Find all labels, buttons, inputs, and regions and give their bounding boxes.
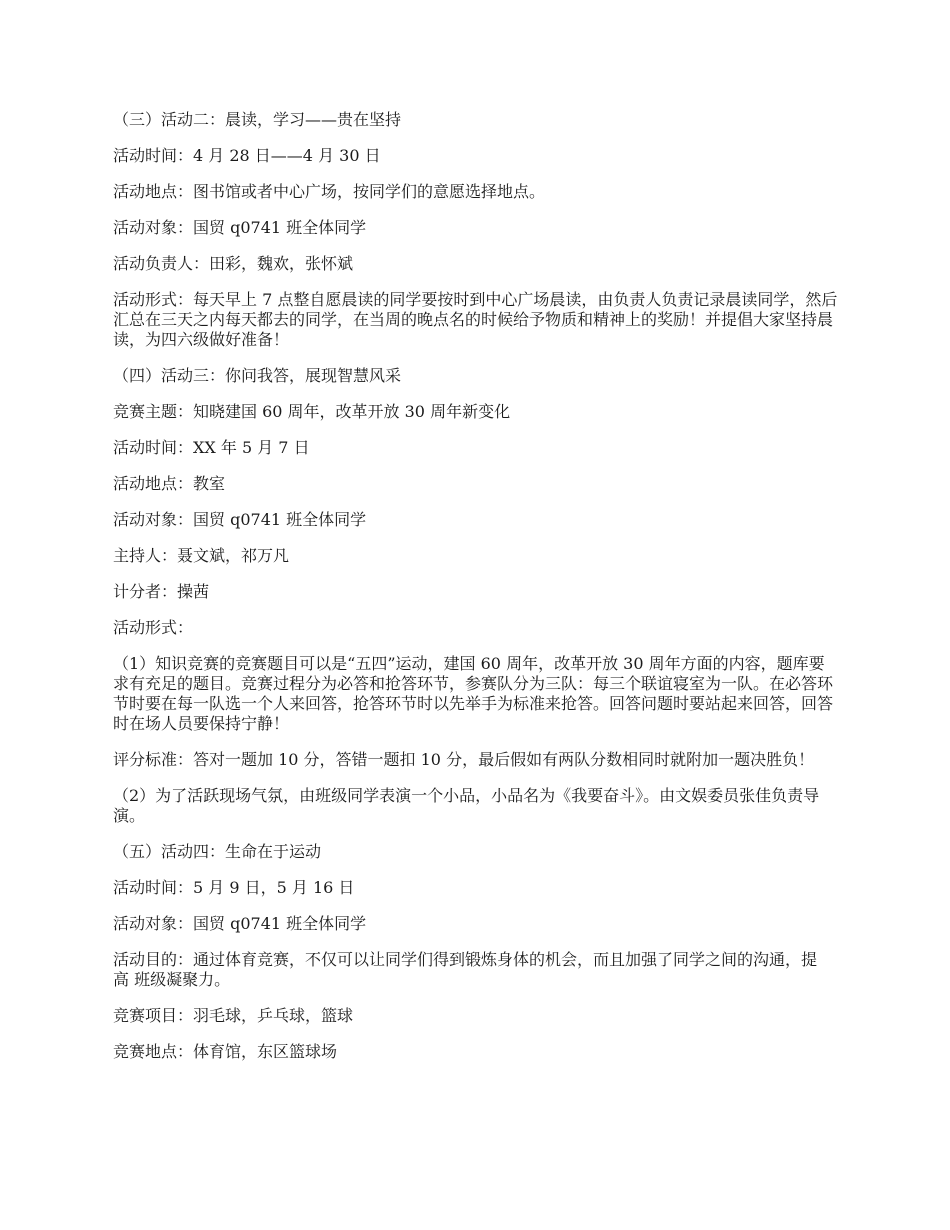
document-body bbox=[113, 110, 838, 1078]
activity-participants: 活动对象：国贸 q0741 班全体同学 bbox=[113, 510, 367, 529]
section-heading-activity-2: （三）活动二：晨读，学习——贵在坚持 bbox=[113, 110, 402, 129]
activity-time: 活动时间：XX 年 5 月 7 日 bbox=[113, 438, 310, 457]
activity-time: 活动时间：5 月 9 日，5 月 16 日 bbox=[113, 878, 355, 897]
section-heading-activity-4: （五）活动四：生命在于运动 bbox=[113, 842, 322, 861]
activity-location: 活动地点：图书馆或者中心广场，按同学们的意愿选择地点。 bbox=[113, 182, 546, 201]
activity-organizers: 活动负责人：田彩，魏欢，张怀斌 bbox=[113, 254, 354, 273]
contest-theme: 竞赛主题：知晓建国 60 周年，改革开放 30 周年新变化 bbox=[113, 402, 511, 421]
activity-participants: 活动对象：国贸 q0741 班全体同学 bbox=[113, 914, 367, 933]
activity-purpose: 活动目的：通过体育竞赛，不仅可以让同学们得到锻炼身体的机会，而且加强了同学之间的沟通，提 高 班级凝聚力。 bbox=[113, 950, 818, 989]
activity-format-label: 活动形式： bbox=[113, 618, 194, 637]
scoring-rules: 评分标准：答对一题加 10 分，答错一题扣 10 分，最后假如有两队分数相同时就附加一题决胜负！ bbox=[113, 750, 815, 769]
section-heading-activity-3: （四）活动三：你问我答，展现智慧风采 bbox=[113, 366, 402, 385]
skit-description: （2）为了活跃现场气氛，由班级同学表演一个小品，小品名为《我要奋斗》。由文娱委员张佳负责导演。 bbox=[113, 786, 820, 825]
hosts: 主持人：聂文斌，祁万凡 bbox=[113, 546, 290, 565]
activity-location: 活动地点：教室 bbox=[113, 474, 226, 493]
activity-time: 活动时间：4 月 28 日——4 月 30 日 bbox=[113, 146, 381, 165]
contest-venues: 竞赛地点：体育馆，东区篮球场 bbox=[113, 1042, 338, 1061]
contest-events: 竞赛项目：羽毛球，乒乓球，篮球 bbox=[113, 1006, 354, 1025]
scorekeeper: 计分者：操茜 bbox=[113, 582, 210, 601]
activity-participants: 活动对象：国贸 q0741 班全体同学 bbox=[113, 218, 367, 237]
activity-format: 活动形式：每天早上 7 点整自愿晨读的同学要按时到中心广场晨读，由负责人负责记录晨读同学，然后汇总在三天之内每天都去的同学，在当周的晚点名的时候给予物质和精神上的奖励！并提倡大家坚持晨读，为四六级做好准备！ bbox=[113, 290, 838, 349]
quiz-description: （1）知识竞赛的竞赛题目可以是“五四”运动，建国 60 周年，改革开放 30 周年方面的内容，题库要求有充足的题目。竞赛过程分为必答和抢答环节，参赛队分为三队：每三个联谊寝室为一队。在必答环节时要在每一队选一个人来回答，抢答环节时以先举手为标准来抢答。回答问题时要站起来回答，回答时在场人员要保持宁静！ bbox=[113, 654, 834, 733]
